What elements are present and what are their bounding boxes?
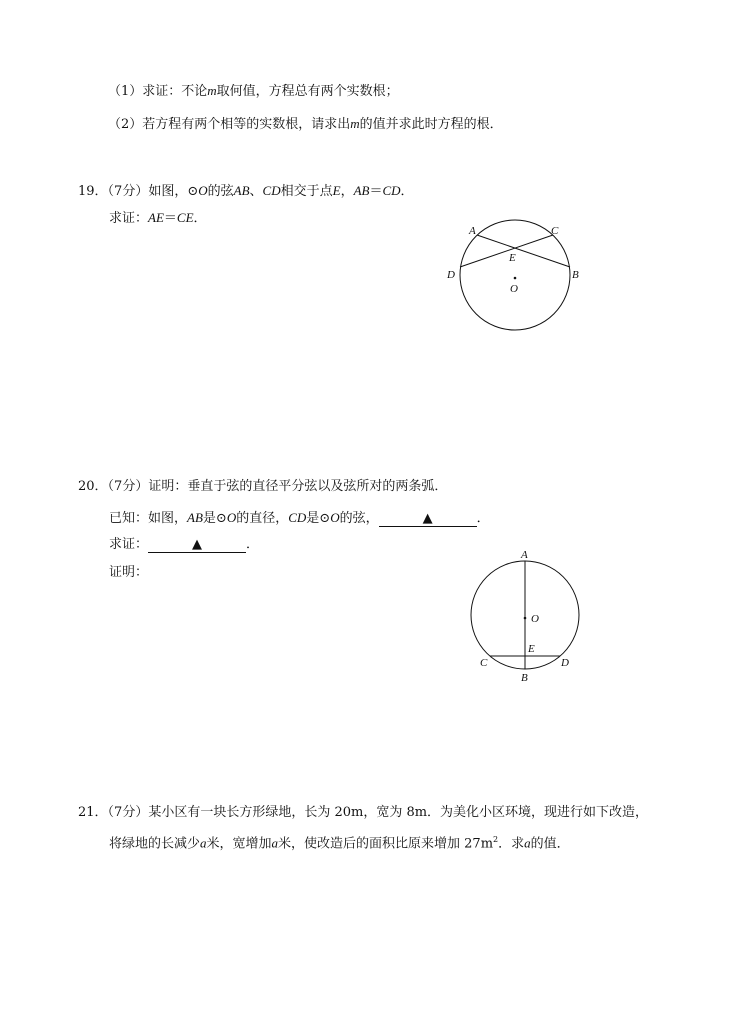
q20-proof-label: 证明： [109,565,149,580]
q20-center-dot [524,617,527,620]
q19-figure [440,220,590,340]
q20-given-blank: ▲ [379,512,477,527]
q19-label-a: A [469,225,476,237]
q20-prove-blank: ▲ [148,538,246,553]
q18-part1: （1）求证：不论m取何值，方程总有两个实数根； [108,83,399,99]
q20-label-c: C [480,657,488,669]
q20-given: 已知：如图，AB是⊙O的直径，CD是⊙O的弦， ▲ ． [109,510,490,526]
q19-statement: 19．（7分）如图，⊙O的弦AB、CD相交于点E，AB＝CD． [78,183,414,199]
q19-label-c: C [551,225,559,237]
q20-label-b: B [521,672,528,684]
q19-chord-cd [460,235,553,267]
q19-label-o: O [510,283,518,295]
q21-line1: 21．（7分）某小区有一块长方形绿地，长为 20m，宽为 8m．为美化小区环境，现进行如下改造， [78,805,649,820]
q21-line2: 将绿地的长减少a米，宽增加a米，使改造后的面积比原来增加 $27m^2$．求a的值． [109,835,570,852]
q20-figure [470,545,590,690]
q19-center-dot [514,277,517,280]
q20-statement: 20．（7分）证明：垂直于弦的直径平分弦以及弦所对的两条弧． [78,479,448,494]
q19-chord-ab [477,235,570,267]
q19-label-b: B [572,269,579,281]
q19-prove: 求证：AE＝CE． [109,210,207,226]
q18-part2: （2）若方程有两个相等的实数根，请求出m的值并求此时方程的根． [108,116,503,132]
q20-label-d: D [561,657,569,669]
q20-label-a: A [521,549,528,561]
q20-label-o: O [531,613,539,625]
q19-label-e: E [509,252,516,264]
q20-label-e: E [528,643,535,655]
q20-prove: 求证： ▲ ． [109,537,260,552]
q19-label-d: D [447,269,455,281]
